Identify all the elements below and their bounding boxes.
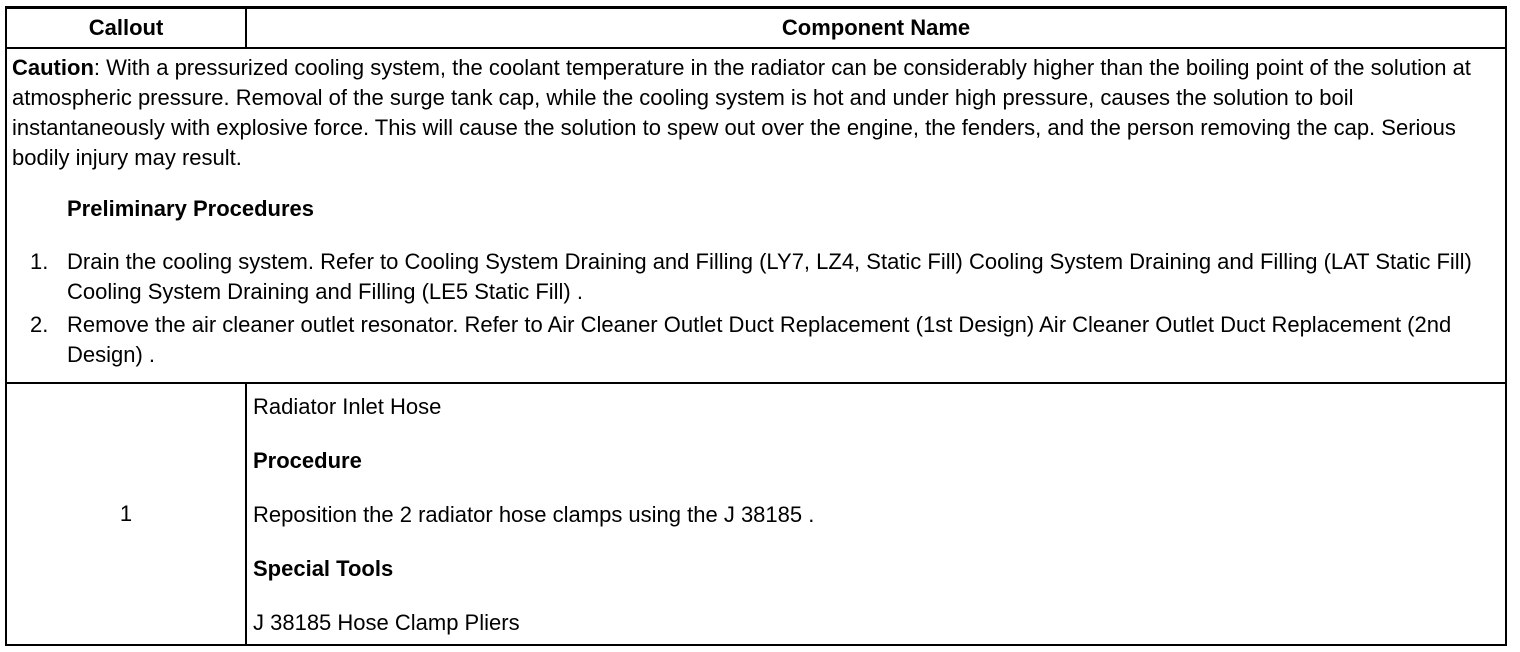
- step-text: Remove the air cleaner outlet resonator. Refer to Air Cleaner Outlet Duct Replacement (1st Design) Air Cleaner Outlet Duct Replacement (2nd Design) .: [67, 312, 1452, 367]
- notes-cell: [6, 48, 1506, 383]
- table-header-row: [6, 8, 1506, 49]
- procedure-label: Procedure: [253, 448, 362, 474]
- caution-note: [12, 53, 1499, 173]
- table-row: [6, 383, 1506, 645]
- component-name: Radiator Inlet Hose: [253, 394, 442, 420]
- step-number: 2.: [30, 312, 49, 337]
- caution-label: Caution: [12, 55, 94, 80]
- preliminary-steps-list: [12, 247, 1499, 370]
- procedure-table: [5, 6, 1507, 646]
- procedure-text: Reposition the 2 radiator hose clamps using the J 38185 .: [253, 502, 815, 528]
- notes-row: [6, 48, 1506, 383]
- header-callout: Callout: [6, 8, 246, 49]
- step-text: Drain the cooling system. Refer to Cooling System Draining and Filling (LY7, LZ4, Static Fill) Cooling System Draining and Filling (LAT Static Fill) Cooling System Draining and Filling (LE5 Static Fill) .: [67, 249, 1472, 304]
- special-tools-label: Special Tools: [253, 556, 394, 582]
- component-detail-cell: [246, 383, 1506, 645]
- caution-text: : With a pressurized cooling system, the coolant temperature in the radiator can be considerably higher than the boiling point of the solution at atmospheric pressure. Removal of the surge tank cap, while the cooling system is hot and under high pressure, causes the solution to boil instantaneously with explosive force. This will cause the solution to spew out over the engine, the fenders, and the person removing the cap. Serious bodily injury may result.: [12, 55, 1471, 170]
- list-item: [12, 247, 1499, 307]
- step-number: 1.: [30, 249, 49, 274]
- list-item: [12, 310, 1499, 370]
- callout-number: 1: [6, 383, 246, 645]
- header-component-name: Component Name: [246, 8, 1506, 49]
- preliminary-procedures-title: Preliminary Procedures: [67, 196, 315, 221]
- special-tools-text: J 38185 Hose Clamp Pliers: [253, 610, 520, 636]
